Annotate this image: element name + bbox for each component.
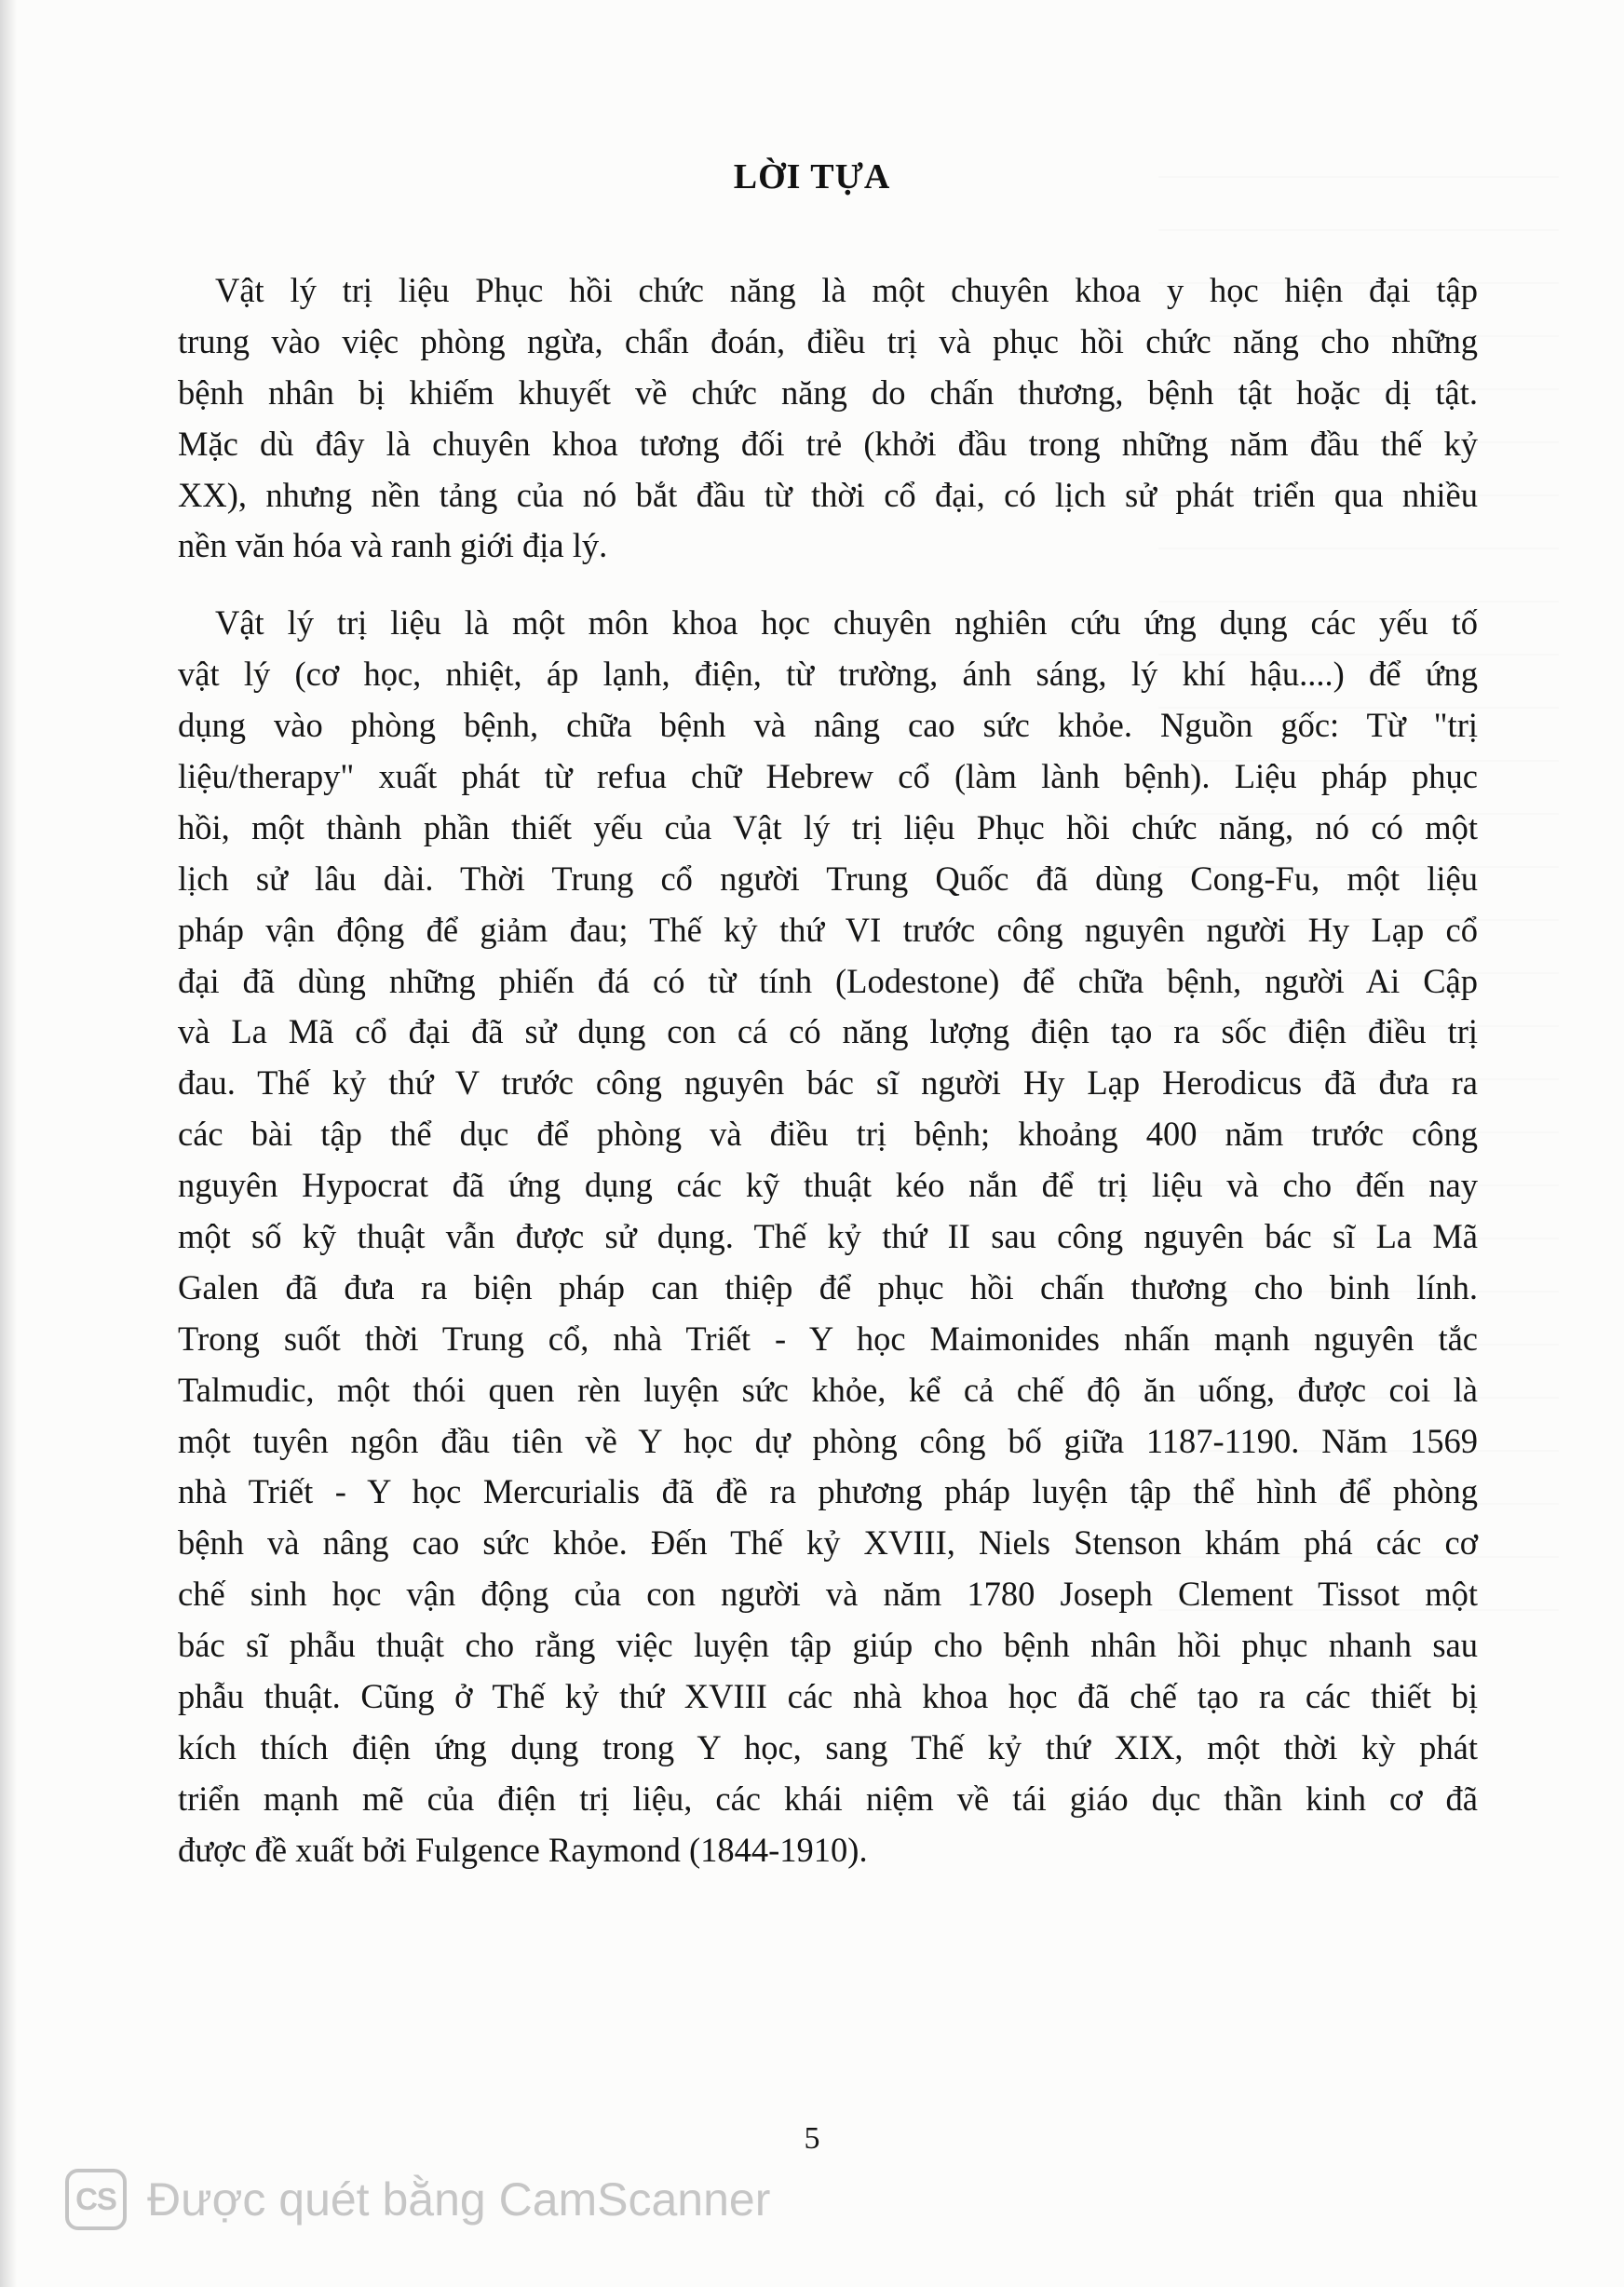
text-line: các bài tập thể dục để phòng và điều trị bệnh; khoảng 400 năm trước công [178, 1115, 1478, 1154]
text-line: bệnh và nâng cao sức khỏe. Đến Thế kỷ XVIII, Niels Stenson khám phá các cơ [178, 1523, 1478, 1563]
text-line: nền văn hóa và ranh giới địa lý. [178, 526, 608, 565]
text-line: bác sĩ phẫu thuật cho rằng việc luyện tập giúp cho bệnh nhân hồi phục nhanh sau [178, 1626, 1478, 1665]
text-line: trung vào việc phòng ngừa, chẩn đoán, điều trị và phục hồi chức năng cho những [178, 321, 1478, 360]
text-line: một tuyên ngôn đầu tiên về Y học dự phòng công bố giữa 1187-1190. Năm 1569 [178, 1421, 1478, 1460]
camscanner-logo-icon: CS [65, 2169, 127, 2230]
body-text [178, 265, 1478, 1876]
text-line: kích thích điện ứng dụng trong Y học, sang Thế kỷ thứ XIX, một thời kỳ phát [178, 1727, 1478, 1766]
text-line: bệnh nhân bị khiếm khuyết về chức năng do chấn thương, bệnh tật hoặc dị tật. [178, 372, 1478, 412]
text-line: vật lý (cơ học, nhiệt, áp lạnh, điện, từ trường, ánh sáng, lý khí hậu....) để ứng [178, 655, 1478, 694]
text-line: lịch sử lâu dài. Thời Trung cổ người Trung Quốc đã dùng Cong-Fu, một liệu [178, 859, 1478, 898]
page-title: LỜI TỰA [733, 157, 891, 196]
text-line: Vật lý trị liệu Phục hồi chức năng là một chuyên khoa y học hiện đại tập [215, 271, 1478, 309]
text-line: triển mạnh mẽ của điện trị liệu, các khái niệm về tái giáo dục thần kinh cơ đã [178, 1779, 1478, 1818]
text-line: Vật lý trị liệu là một môn khoa học chuyên nghiên cứu ứng dụng các yếu tố [215, 603, 1478, 643]
paragraph-gap [178, 572, 1478, 598]
text-line: được đề xuất bởi Fulgence Raymond (1844-1910). [178, 1830, 868, 1869]
text-line: một số kỹ thuật vẫn được sử dụng. Thế kỷ thứ II sau công nguyên bác sĩ La Mã [178, 1217, 1478, 1256]
text-line: Talmudic, một thói quen rèn luyện sức khỏe, kể cả chế độ ăn uống, được coi là [178, 1370, 1478, 1409]
page-edge-shadow [0, 0, 17, 2287]
watermark-text: Được quét bằng CamScanner [147, 2173, 771, 2226]
text-line: đau. Thế kỷ thứ V trước công nguyên bác sĩ người Hy Lạp Herodicus đã đưa ra [178, 1063, 1478, 1103]
text-line: và La Mã cổ đại đã sử dụng con cá có năng lượng điện tạo ra sốc điện điều trị [178, 1012, 1478, 1051]
text-line: nhà Triết - Y học Mercurialis đã đề ra phương pháp luyện tập thể hình để phòng [178, 1472, 1478, 1511]
text-line: đại đã dùng những phiến đá có từ tính (Lodestone) để chữa bệnh, người Ai Cập [178, 961, 1478, 1000]
page-number: 5 [804, 2121, 820, 2156]
text-line: chế sinh học vận động của con người và năm 1780 Joseph Clement Tissot một [178, 1575, 1478, 1614]
text-line: Mặc dù đây là chuyên khoa tương đối trẻ (khởi đầu trong những năm đầu thế kỷ [178, 424, 1478, 463]
paragraph-2 [178, 598, 1478, 1875]
paragraph-1 [178, 265, 1478, 572]
text-line: liệu/therapy" xuất phát từ refua chữ Hebrew cổ (làm lành bệnh). Liệu pháp phục [178, 757, 1478, 796]
camscanner-watermark [65, 2167, 770, 2232]
text-line: hồi, một thành phần thiết yếu của Vật lý trị liệu Phục hồi chức năng, nó có một [178, 807, 1478, 846]
text-line: dụng vào phòng bệnh, chữa bệnh và nâng cao sức khỏe. Nguồn gốc: Từ "trị [178, 706, 1478, 745]
text-line: phẫu thuật. Cũng ở Thế kỷ thứ XVIII các nhà khoa học đã chế tạo ra các thiết bị [178, 1677, 1478, 1716]
text-line: pháp vận động để giảm đau; Thế kỷ thứ VI trước công nguyên người Hy Lạp cổ [178, 910, 1478, 949]
text-line: XX), nhưng nền tảng của nó bắt đầu từ thời cổ đại, có lịch sử phát triển qua nhiều [178, 475, 1478, 514]
text-line: Trong suốt thời Trung cổ, nhà Triết - Y học Maimonides nhấn mạnh nguyên tắc [178, 1319, 1478, 1358]
text-line: Galen đã đưa ra biện pháp can thiệp để phục hồi chấn thương cho binh lính. [178, 1267, 1478, 1306]
text-line: nguyên Hypocrat đã ứng dụng các kỹ thuật kéo nắn để trị liệu và cho đến nay [178, 1166, 1478, 1205]
